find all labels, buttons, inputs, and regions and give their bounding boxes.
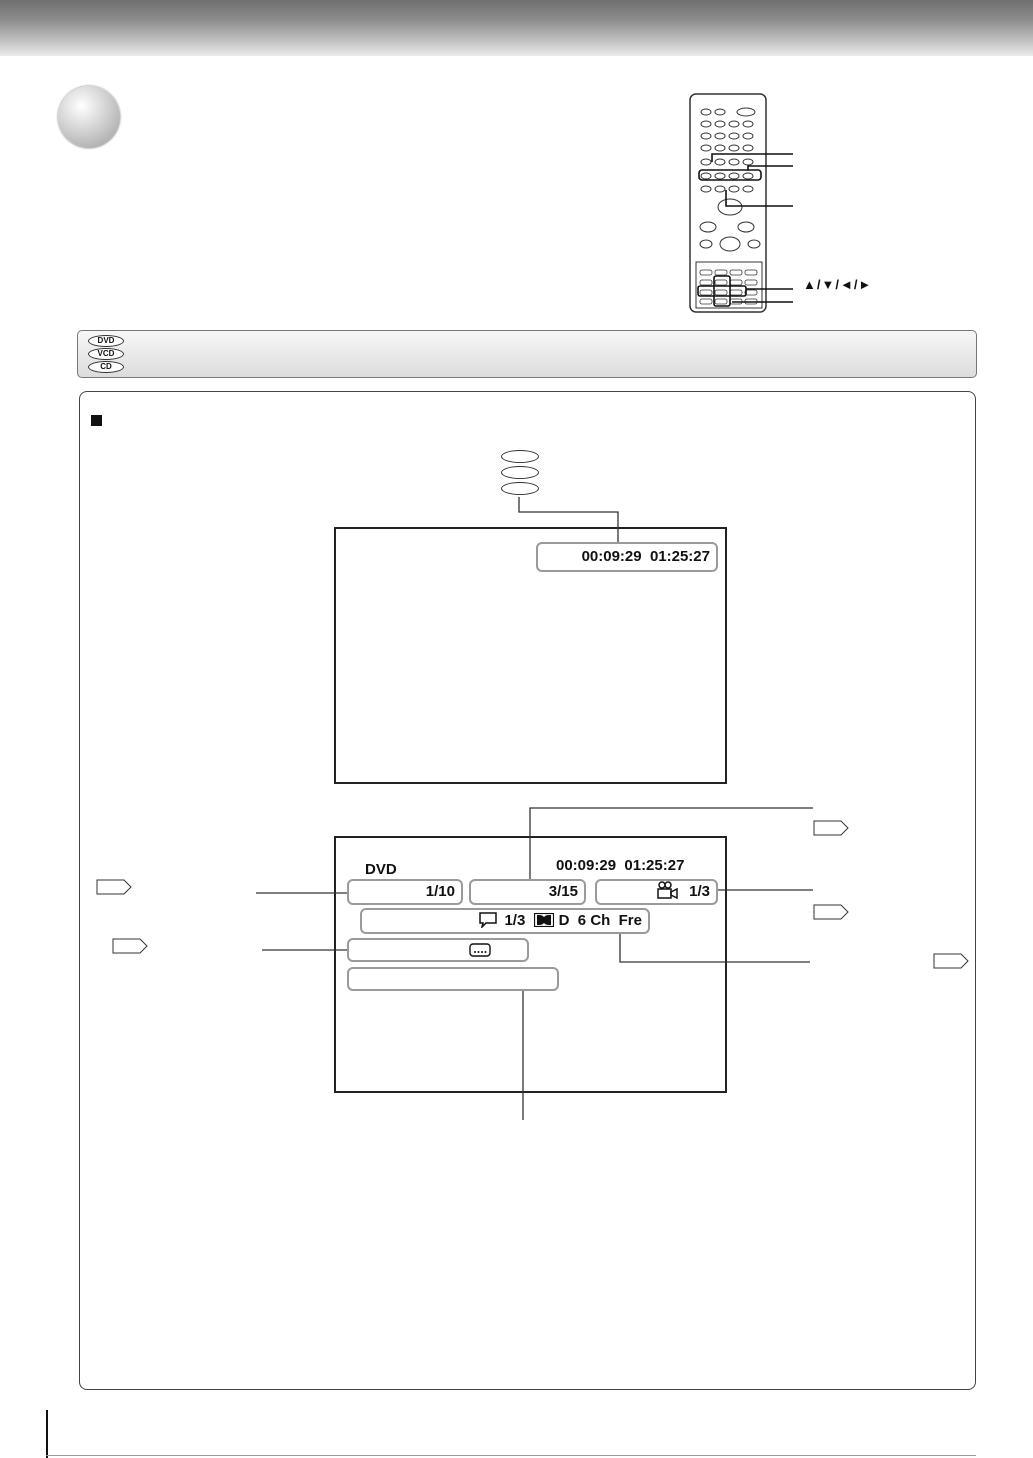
angle-value: 1/3: [689, 883, 710, 900]
audio-value: D 6 Ch Fre: [558, 912, 642, 929]
vcd-badge-icon: VCD: [88, 348, 124, 360]
title-number-value: 1/10: [425, 883, 455, 900]
subtitle-value: 1/3: [504, 912, 526, 929]
disc-type-label: DVD: [365, 861, 397, 878]
footer-margin-line: [46, 1410, 48, 1458]
cursor-keys-label: ▲/▼/◄/►: [803, 277, 873, 292]
footer-rule: [46, 1455, 976, 1456]
chapter-number-value: 3/15: [548, 883, 578, 900]
time-display-text: 00:09:29 01:25:27: [581, 548, 710, 565]
time-display-text: 00:09:29 01:25:27: [556, 857, 685, 874]
dvd-badge-icon: DVD: [88, 335, 124, 347]
cd-badge-icon: CD: [88, 361, 124, 373]
